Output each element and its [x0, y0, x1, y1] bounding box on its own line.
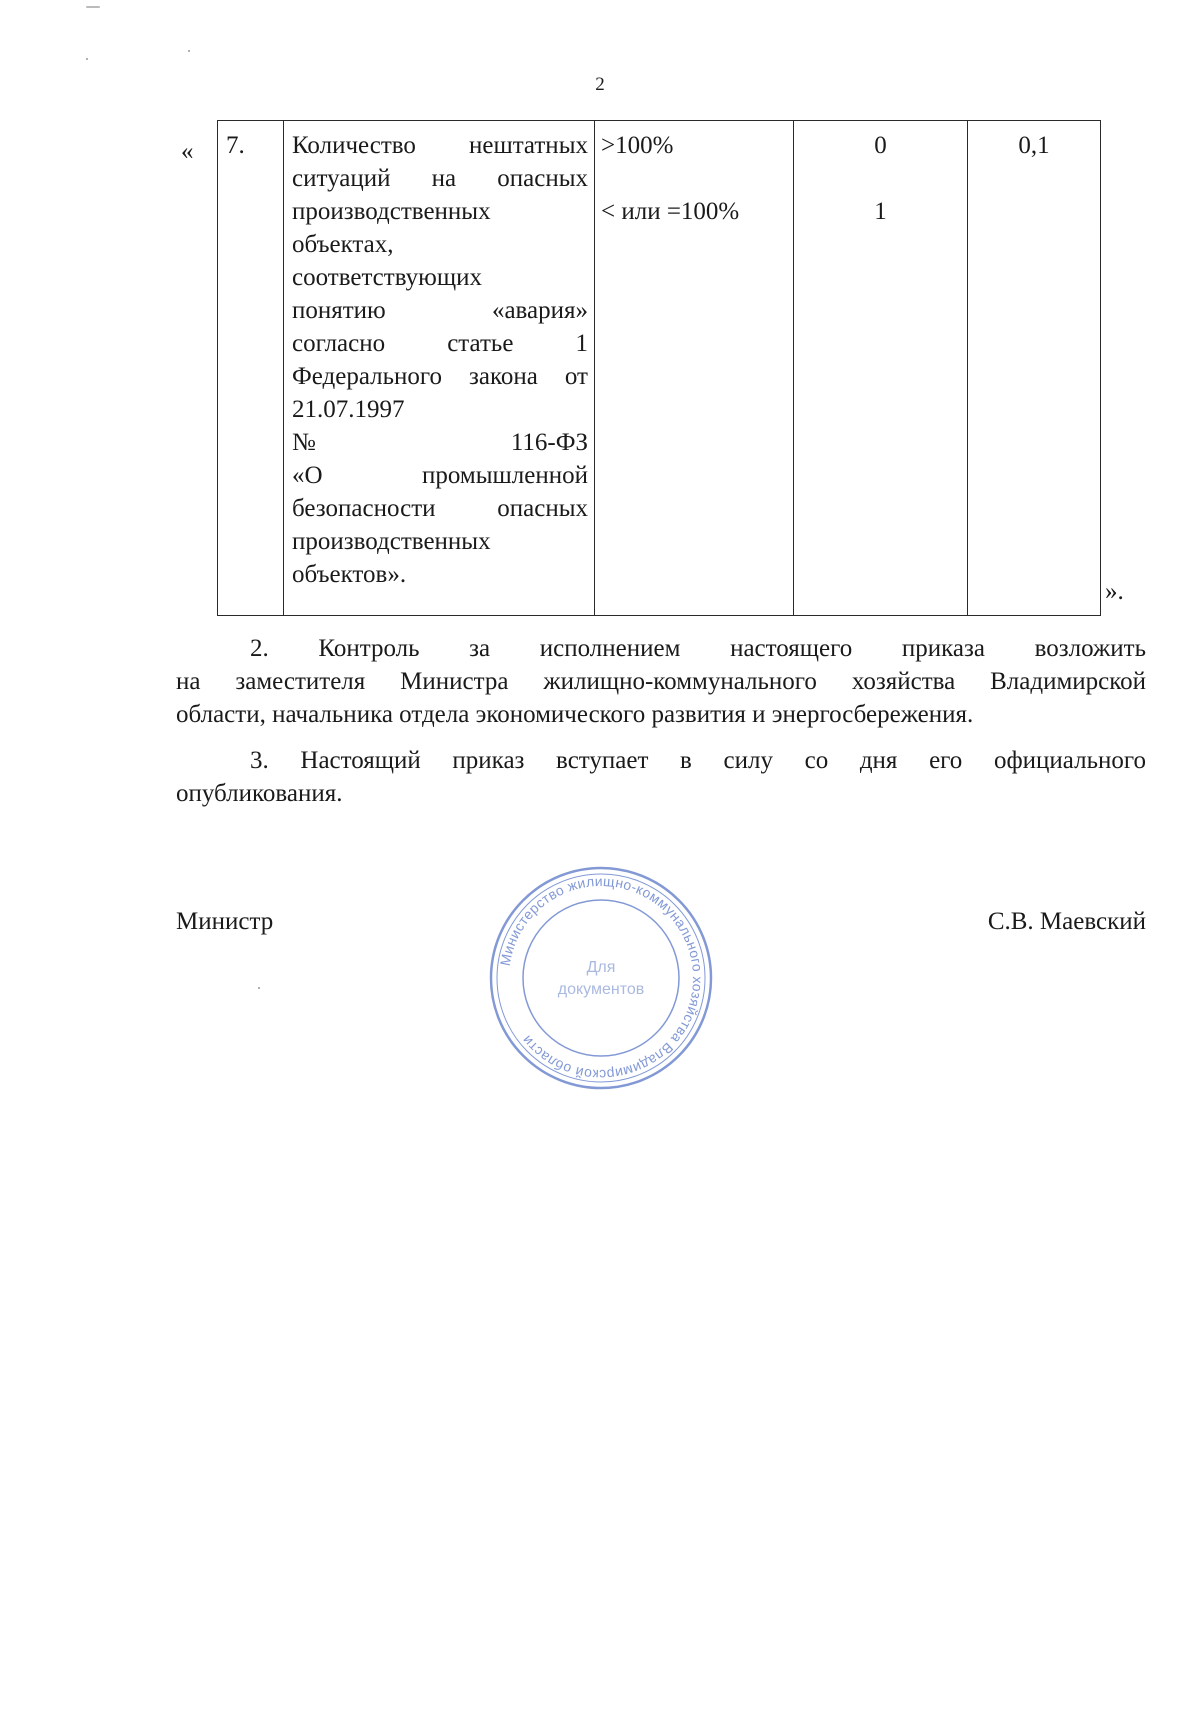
- official-seal: [487, 864, 715, 1092]
- scan-speck: [86, 58, 88, 60]
- description-line: производственных: [292, 198, 491, 225]
- scan-speck: [86, 6, 100, 8]
- row-number: 7.: [226, 132, 245, 159]
- description-line: «О промышленной: [292, 462, 588, 489]
- description-line: соответствующих: [292, 264, 482, 291]
- paragraph-line: области, начальника отдела экономического развития и энергосбережения.: [176, 701, 974, 728]
- page-number: 2: [595, 74, 605, 95]
- signatory-name: С.В. Маевский: [987, 908, 1146, 935]
- paragraph-line: 2. Контроль за исполнением настоящего приказа возложить: [250, 635, 1146, 662]
- description-line: Количество нештатных: [292, 132, 588, 159]
- row-number-cell: [218, 121, 284, 616]
- condition-over: >100%: [601, 132, 674, 159]
- description-cell: [284, 121, 595, 616]
- signatory-title: Министр: [176, 908, 274, 935]
- score-cell: [794, 121, 968, 616]
- paragraph-effective: [176, 744, 1146, 810]
- description-line: № 116-ФЗ: [292, 429, 588, 456]
- seal-inner-ring: [523, 900, 679, 1056]
- condition-under: < или =100%: [601, 198, 740, 225]
- weight-cell: [968, 121, 1101, 616]
- description-line: безопасности опасных: [292, 495, 588, 522]
- description-line: понятию «авария»: [292, 297, 588, 324]
- description-line: объектов».: [292, 561, 407, 588]
- condition-cell: [595, 121, 794, 616]
- scan-speck: [188, 50, 190, 52]
- paragraph-line: 3. Настоящий приказ вступает в силу со дня его официального: [250, 747, 1146, 774]
- score-over: 0: [874, 132, 887, 159]
- scan-speck: [258, 987, 260, 989]
- description-line: ситуаций на опасных: [292, 165, 588, 192]
- seal-center-line2: документов: [557, 981, 645, 998]
- paragraph-control: [176, 632, 1146, 731]
- table-close-quote: ».: [1105, 578, 1124, 605]
- paragraph-line: опубликования.: [176, 780, 343, 807]
- seal-outer-text: Министерство жилищно-коммунального хозяйства Владимирской области: [496, 872, 707, 1084]
- description-line: объектах,: [292, 231, 394, 258]
- weight-value: 0,1: [1018, 132, 1050, 159]
- indicator-table: [217, 120, 1101, 616]
- description-line: Федерального закона от: [292, 363, 588, 390]
- description-line: производственных: [292, 528, 491, 555]
- description-line: согласно статье 1: [292, 330, 588, 357]
- seal-center-line1: Для: [586, 959, 616, 976]
- description-line: 21.07.1997: [292, 396, 405, 423]
- score-under: 1: [874, 198, 887, 225]
- table-open-quote: «: [181, 138, 194, 165]
- seal-outer-ring: [491, 868, 711, 1088]
- table-row: [218, 121, 1101, 616]
- paragraph-line: на заместителя Министра жилищно-коммунального хозяйства Владимирской: [176, 668, 1146, 695]
